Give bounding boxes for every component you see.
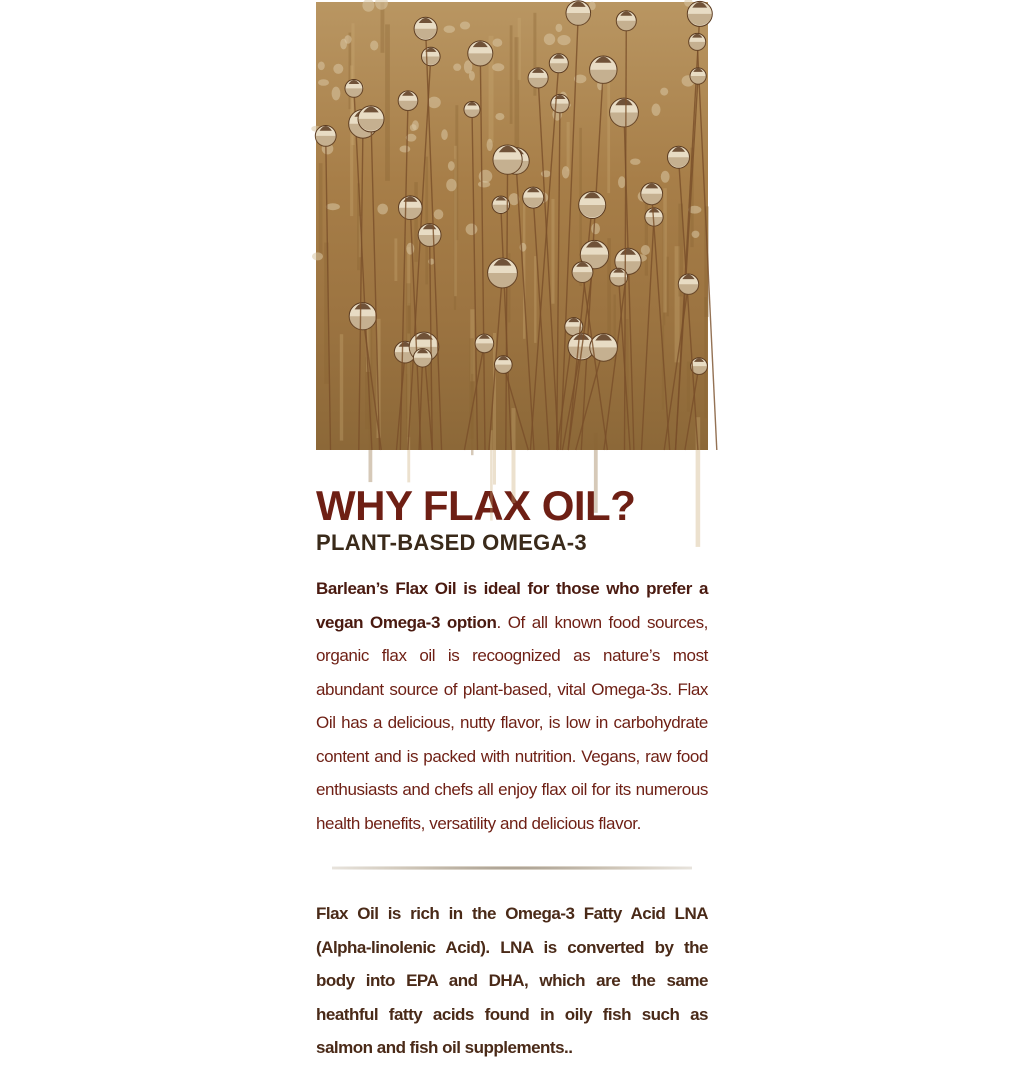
distant-seed-pod (332, 87, 341, 101)
flax-stem (562, 347, 581, 450)
background-stem (385, 24, 390, 180)
distant-seed-pod (557, 35, 570, 45)
seed-pod-shadow (590, 70, 618, 84)
flax-stem (480, 53, 485, 450)
seed-pod-shadow (495, 365, 513, 374)
flax-field-photo (316, 2, 708, 450)
distant-seed-pod (652, 104, 661, 116)
background-stem (667, 257, 669, 317)
distant-seed-pod (400, 146, 411, 153)
background-stem (512, 408, 516, 503)
background-stem (687, 362, 690, 412)
distant-seed-pod (434, 209, 444, 219)
seed-pod-shadow (528, 78, 548, 88)
distant-seed-pod (428, 97, 441, 109)
flax-stem (697, 42, 717, 450)
background-stem (551, 199, 554, 304)
section-divider (332, 866, 692, 870)
flax-stem (652, 194, 670, 450)
seed-pod-shadow (488, 273, 518, 288)
flax-stem (359, 124, 363, 450)
page-title: WHY FLAX OIL? (316, 482, 636, 529)
seed-pod-shadow (475, 343, 494, 352)
distant-seed-pod (544, 34, 555, 46)
distant-seed-pod (312, 252, 323, 260)
distant-seed-pod (556, 24, 563, 32)
distant-seed-pod (441, 129, 448, 140)
distant-seed-pod (460, 22, 470, 30)
omega3-paragraph: Flax Oil is rich in the Omega-3 Fatty Acid LNA (Alpha-linolenic Acid). LNA is converted by the body into EPA and DHA, which are the same heathful fatty acids found in oily fish such as salmon and fish oil supplements.. (316, 904, 708, 1057)
background-stem (534, 256, 536, 343)
distant-seed-pod (466, 224, 478, 236)
background-stem (696, 417, 701, 547)
distant-seed-pod (591, 223, 600, 234)
flax-pods-illustration (316, 2, 708, 450)
flax-stem (561, 13, 579, 450)
page-subtitle: PLANT-BASED OMEGA-3 (316, 530, 587, 555)
seed-pod-shadow (641, 194, 663, 205)
distant-seed-pod (362, 0, 374, 12)
distant-seed-pod (446, 179, 456, 192)
background-stem (704, 297, 707, 418)
distant-seed-pod (618, 176, 626, 188)
distant-seed-pod (410, 124, 417, 131)
distant-seed-pod (492, 63, 504, 71)
distant-seed-pod (493, 39, 503, 47)
distant-seed-pod (487, 139, 493, 151)
distant-seed-pod (660, 88, 668, 96)
seed-pod-shadow (398, 101, 418, 111)
flax-stem (538, 78, 558, 450)
distant-seed-pod (630, 159, 640, 165)
intro-paragraph (316, 572, 708, 840)
background-stem (414, 182, 418, 262)
seed-pod-shadow (610, 113, 639, 127)
seed-pod-shadow (464, 110, 480, 118)
seed-pod-shadow (689, 42, 706, 51)
background-stem (319, 163, 323, 256)
background-stem (567, 122, 570, 171)
distant-seed-pod (453, 63, 461, 70)
background-stem (663, 188, 667, 312)
distant-seed-pod (333, 64, 343, 74)
distant-seed-pod (641, 245, 650, 255)
distant-seed-pod (375, 0, 388, 10)
distant-seed-pod (478, 181, 490, 188)
distant-seed-pod (318, 79, 329, 86)
distant-seed-pod (340, 39, 347, 50)
distant-seed-pod (377, 204, 388, 215)
flax-stem (557, 104, 560, 450)
seed-pod-shadow (345, 88, 363, 97)
distant-seed-pod (495, 113, 504, 120)
distant-seed-pod (406, 243, 414, 255)
distant-seed-pod (479, 170, 493, 183)
background-stem (381, 2, 385, 52)
intro-body: . Of all known food sources, organic flax oil is recoognized as nature’s most abundant source of plant-based, vital Omega-3s. Flax Oil has a delicious, nutty flavor, is low in carbohydrate content and is packed with nutrition. Vegans, raw food enthusiasts and chefs all enjoy flax oil for its numerous health benefits, versatility and delicious flavor. (316, 612, 709, 833)
background-stem (394, 238, 397, 281)
distant-seed-pod (562, 166, 570, 178)
background-stem (490, 430, 493, 520)
background-stem (518, 18, 521, 80)
flax-stem (503, 365, 528, 450)
seed-pod-shadow (616, 21, 636, 31)
seed-pod-shadow (579, 205, 606, 217)
distant-seed-pod (326, 203, 340, 210)
distant-seed-pod (692, 231, 700, 238)
distant-seed-pod (370, 41, 378, 51)
seed-pod-shadow (566, 13, 591, 25)
background-stem (425, 157, 428, 285)
distant-seed-pod (448, 161, 455, 171)
intro-bold-lead: Barlean’s Flax Oil is ideal for those who prefer a vegan Omega-3 option (316, 579, 708, 632)
background-stem (454, 146, 457, 296)
seed-pod-shadow (349, 316, 376, 330)
background-stem (510, 25, 513, 124)
distant-seed-pod (661, 171, 670, 183)
seed-pod-shadow (572, 272, 593, 282)
distant-seed-pod (444, 26, 455, 33)
content-column (316, 2, 708, 1065)
distant-seed-pod (318, 62, 325, 71)
background-stem (340, 334, 343, 440)
seed-pod-shadow (418, 235, 441, 246)
seed-pod-shadow (399, 208, 423, 220)
background-stem (594, 433, 598, 513)
seed-pod-shadow (315, 136, 336, 146)
distant-seed-pod (541, 170, 551, 177)
